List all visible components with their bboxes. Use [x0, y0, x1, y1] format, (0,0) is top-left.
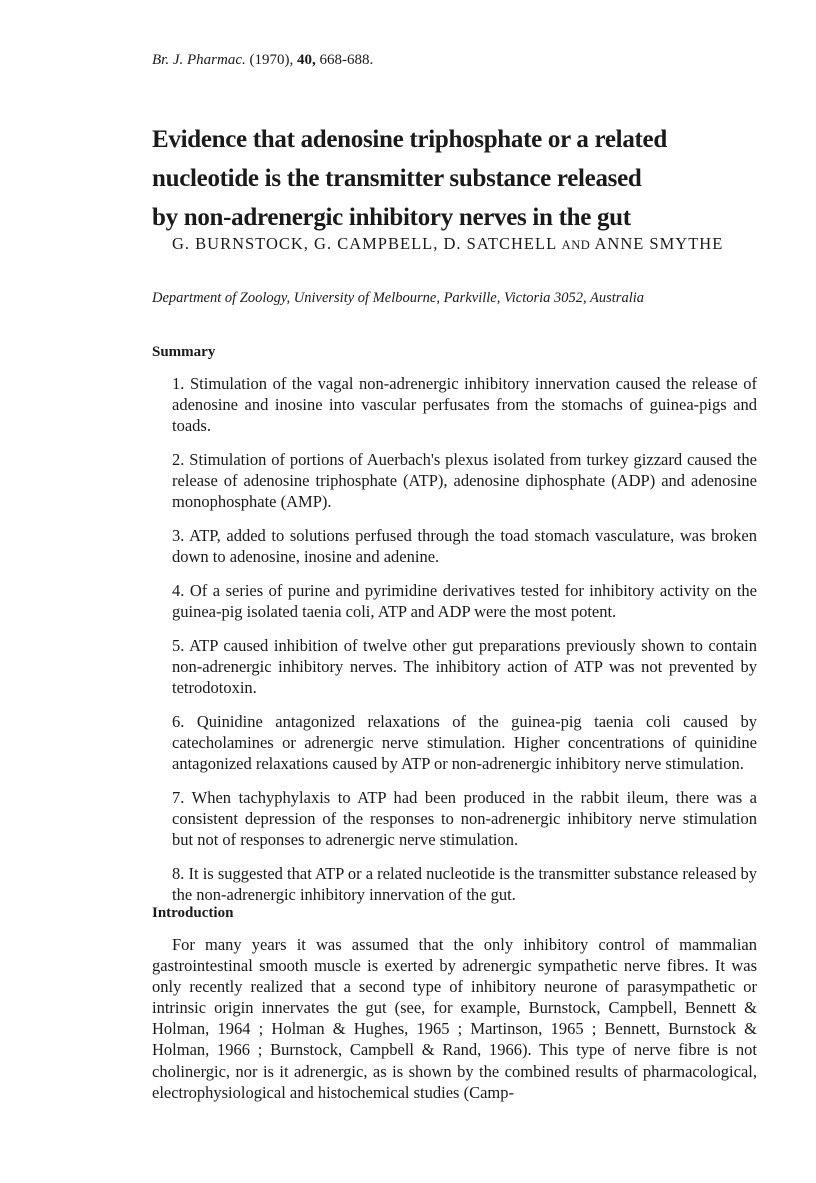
journal-pages: 668-688. — [319, 52, 374, 68]
affiliation: Department of Zoology, University of Melbourne, Parkville, Victoria 3052, Australia — [152, 290, 645, 306]
summary-item: 4. Of a series of purine and pyrimidine derivatives tested for inhibitory activity on the guinea-pig isolated taenia coli, ATP and ADP were the most potent. — [172, 581, 757, 621]
article-title — [152, 120, 752, 237]
summary-item: 6. Quinidine antagonized relaxations of the guinea-pig taenia coli caused by catecholamines or adrenergic nerve stimulation. Higher concentrations of quinidine antagonized relaxations caused by ATP or non-adrenergic inhibitory nerve stimulation. — [172, 712, 757, 773]
summary-item: 2. Stimulation of portions of Auerbach's plexus isolated from turkey gizzard caused the release of adenosine triphosphate (ATP), adenosine diphosphate (ADP) and adenosine monophosphate (AMP). — [172, 450, 757, 511]
journal-volume: 40, — [297, 52, 316, 68]
summary-heading: Summary — [152, 344, 216, 360]
title-line: by non-adrenergic inhibitory nerves in the gut — [152, 204, 631, 231]
title-line: Evidence that adenosine triphosphate or a related — [152, 126, 667, 153]
introduction-paragraph: For many years it was assumed that the only inhibitory control of mammalian gastrointestinal smooth muscle is exerted by adrenergic sympathetic nerve fibres. It was only recently realized that a second type of inhibitory neurone of parasympathetic or intrinsic origin innervates the gut (see, for example, Burnstock, Campbell, Bennett & Holman, 1964 ; Holman & Hughes, 1965 ; Martinson, 1965 ; Bennett, Burnstock & Holman, 1966 ; Burnstock, Campbell & Rand, 1966). This type of nerve fibre is not cholinergic, nor is it adrenergic, as is shown by the combined results of pharmacological, electrophysiological and histochemical studies (Camp- — [152, 935, 757, 1102]
introduction-heading: Introduction — [152, 905, 234, 921]
authors-first: G. BURNSTOCK, G. CAMPBELL, D. SATCHELL — [172, 234, 557, 253]
summary-item: 1. Stimulation of the vagal non-adrenergic inhibitory innervation caused the release of adenosine and inosine into vascular perfusates from the stomachs of guinea-pigs and toads. — [172, 374, 757, 435]
summary-list — [172, 373, 757, 918]
authors-last: ANNE SMYTHE — [594, 234, 724, 253]
author-list — [172, 234, 723, 254]
journal-year: (1970), — [249, 52, 294, 68]
journal-citation — [152, 52, 373, 69]
authors-and: AND — [561, 238, 591, 252]
journal-name: Br. J. Pharmac. — [152, 52, 246, 68]
summary-item: 5. ATP caused inhibition of twelve other gut preparations previously shown to contain non-adrenergic inhibitory nerves. The inhibitory action of ATP was not prevented by tetrodotoxin. — [172, 636, 757, 697]
summary-item: 3. ATP, added to solutions perfused through the toad stomach vasculature, was broken down to adenosine, inosine and adenine. — [172, 526, 757, 566]
summary-item: 8. It is suggested that ATP or a related nucleotide is the transmitter substance released by the non-adrenergic inhibitory innervation of the gut. — [172, 864, 757, 904]
summary-item: 7. When tachyphylaxis to ATP had been produced in the rabbit ileum, there was a consistent depression of the responses to non-adrenergic inhibitory nerve stimulation but not of responses to adrenergic nerve stimulation. — [172, 788, 757, 849]
title-line: nucleotide is the transmitter substance released — [152, 165, 642, 192]
